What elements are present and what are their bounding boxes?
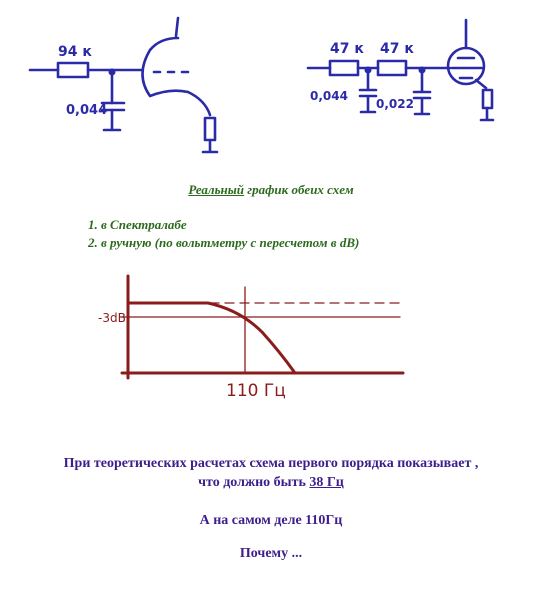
section-heading <box>0 182 542 198</box>
cathode-lead <box>476 80 486 88</box>
cutoff-frequency-label: 110 Гц <box>226 381 286 401</box>
theory-line-2-prefix: что должно быть <box>198 475 310 490</box>
capacitor1-0044-label: 0,044 <box>310 89 348 103</box>
resistor1-47k-symbol <box>330 61 358 75</box>
cathode-lead <box>188 92 210 115</box>
right-circuit-sketch <box>300 0 542 165</box>
cathode-resistor-symbol <box>483 90 492 108</box>
method-item-1: 1. в Спектралабе <box>88 217 187 232</box>
cathode-ground-symbol <box>481 108 493 120</box>
resistor2-47k-label: 47 к <box>380 41 414 57</box>
theory-line-1: При теоретических расчетах схема первого порядка показывает , <box>63 456 479 471</box>
method-item-2: 2. в ручную (по вольтметру с пересчетом в dB) <box>88 235 360 250</box>
response-curve <box>128 303 295 373</box>
cathode-ground-symbol <box>203 140 217 152</box>
capacitor2-0022-label: 0,022 <box>376 97 414 111</box>
heading-rest: график обеих схем <box>244 182 354 197</box>
resistor2-47k-symbol <box>378 61 406 75</box>
left-circuit-sketch <box>0 0 260 165</box>
capacitor1-0044-symbol <box>360 70 376 112</box>
resistor1-47k-label: 47 к <box>330 41 364 57</box>
cathode-resistor-symbol <box>205 118 215 140</box>
theory-paragraph <box>0 454 542 492</box>
resistor-94k-symbol <box>58 63 88 77</box>
minus-3db-label: -3dB <box>98 311 126 325</box>
actual-value-line: А на самом деле 110Гц <box>199 513 343 528</box>
resistor-94k-label: 94 к <box>58 44 92 60</box>
theory-value: 38 Гц <box>309 475 344 490</box>
capacitor-0044-label: 0,044 <box>66 103 108 118</box>
frequency-response-sketch <box>0 260 542 420</box>
heading-emphasis: Реальный <box>188 182 245 197</box>
theory-line-2 <box>0 473 542 492</box>
methods-list <box>88 216 359 252</box>
question-line: Почему ... <box>239 546 303 561</box>
capacitor2-0022-symbol <box>414 70 430 114</box>
tube-anode-lead <box>150 18 178 50</box>
